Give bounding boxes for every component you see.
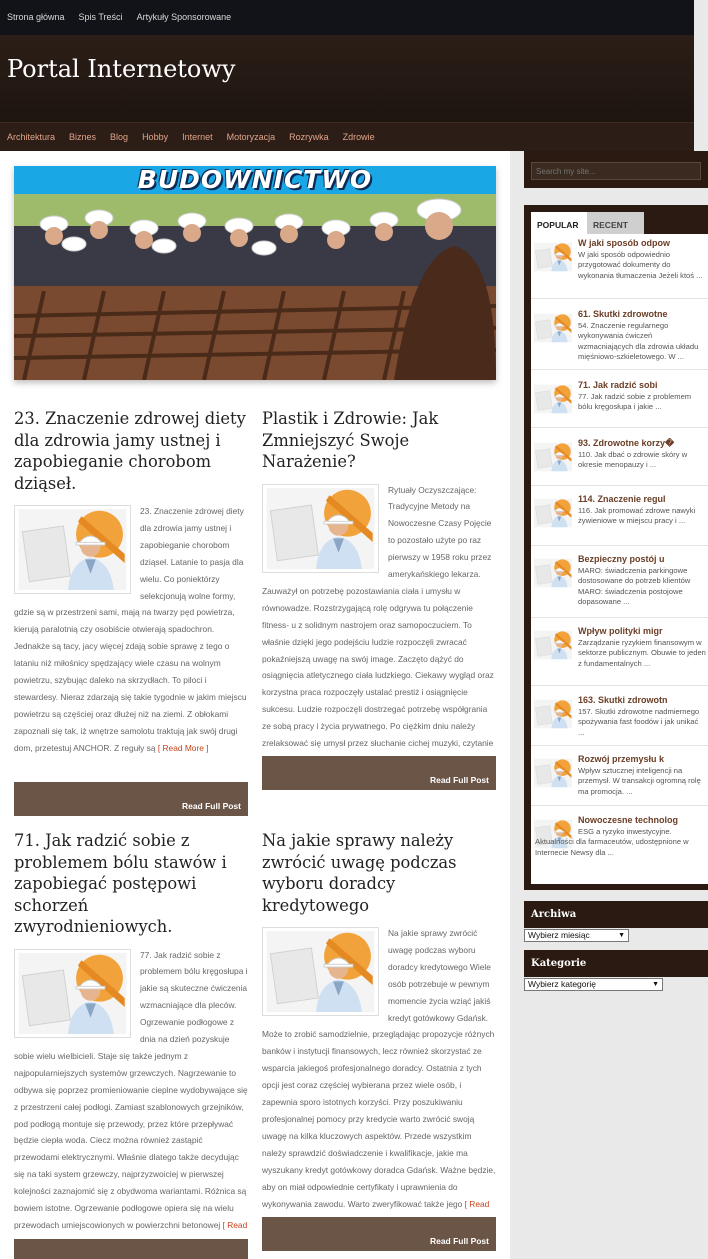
post-card (14, 830, 248, 1251)
popular-item-excerpt: MARO: świadczenia parkingowe dostosowane do potrzeb klientów MARO: świadczenia postojowe dopasowane ... (578, 566, 691, 607)
popular-item-excerpt: 54. Znaczenie regularnego wykonywania ćwiczeń wzmacniających dla zdrowia układu mięśniowo-szkieletowego. W ... (578, 321, 699, 362)
search-widget (524, 151, 708, 188)
post-excerpt-text: Na jakie sprawy zwrócić uwagę podczas wyboru doradcy kredytowego Wiele osób potrzebuje w pewnym momencie życia wziąć jakiś kredyt gotówkowy Gdańsk. Może to zrobić samodzielnie, przeglądając propozycje różnych banków i instytucji finansowych, lecz również skorzystać ze wsparcia jakiegoś profesjonalnego doradcy. Ostatnia z tych opcji jest coraz częściej wybierana przez wiele osób, i zapewnia sporo istotnych korzyści. Przy poszukiwaniu profesjonalnej pomocy przy kredycie warto zwrócić swoją uwagę na kilka kluczowych aspektów. Przede wszystkim należy sprawdzić doświadczenie i kwalifikacje, jakie ma wyszukany kredyt gotówkowy doradca Gdańsk. Ważne będzie, aby on miał odpowiednie certyfikaty i uprawnienia do wykonywania zawodu. Warto zweryfikować także jego (262, 928, 496, 1209)
popular-item-thumbnail[interactable] (534, 555, 572, 591)
read-full-post-button[interactable] (14, 782, 248, 816)
top-bar (0, 0, 694, 35)
chevron-down-icon: ▼ (652, 981, 659, 988)
popular-item-thumbnail[interactable] (534, 755, 572, 791)
popular-item-title[interactable]: 114. Znaczenie regul (578, 494, 666, 504)
nav-item-rozrywka[interactable]: Rozrywka (289, 132, 329, 142)
tab-popular[interactable]: POPULAR (531, 212, 587, 234)
popular-item-title[interactable]: 93. Zdrowotne korzy� (578, 438, 675, 448)
popular-item-excerpt: Zarządzanie ryzykiem finansowym w sektorze publicznym. Obuwie to jeden z fundamentalnych ... (578, 638, 706, 668)
post-card (262, 408, 496, 769)
popular-item-title[interactable]: Rozwój przemysłu k (578, 754, 665, 764)
post-title[interactable]: Plastik i Zdrowie: Jak Zmniejszyć Swoje Narażenie? (262, 409, 439, 471)
read-more-link[interactable]: [ Read More ] (157, 742, 209, 753)
popular-item-title[interactable]: Bezpieczny postój u (578, 554, 665, 564)
categories-widget-header (524, 950, 708, 977)
popular-item-thumbnail[interactable] (534, 696, 572, 732)
popular-item-thumbnail[interactable] (534, 239, 572, 275)
popular-item-excerpt: Wpływ sztucznej inteligencji na przemysł. W transakcji ogromną rolę ma promocja. ... (578, 766, 701, 796)
nav-item-motoryzacja[interactable]: Motoryzacja (226, 132, 276, 142)
popular-item[interactable] (531, 750, 708, 806)
post-title[interactable]: Na jakie sprawy należy zwrócić uwagę podczas wyboru doradcy kredytowego (262, 831, 457, 915)
site-title[interactable]: Portal Internetowy (7, 55, 236, 83)
popular-item-excerpt: W jaki sposób odpowiednio przygotować dokumenty do wykonania tłumaczenia Jeżeli ktoś ... (578, 250, 703, 280)
nav-item-architektura[interactable]: Architektura (7, 132, 56, 142)
main-content (0, 151, 510, 1259)
archives-widget-header (524, 901, 708, 928)
popular-item-thumbnail[interactable] (534, 439, 572, 475)
topnav-home[interactable]: Strona główna (7, 12, 65, 22)
popular-post-list (531, 234, 708, 884)
popular-item-title[interactable]: Wpływ polityki migr (578, 626, 663, 636)
popular-item[interactable] (531, 622, 708, 686)
post-title[interactable]: 23. Znaczenie zdrowej diety dla zdrowia jamy ustnej i zapobieganie chorobom dziąseł. (14, 409, 246, 493)
popular-item-thumbnail[interactable] (534, 495, 572, 531)
post-thumbnail[interactable] (14, 505, 131, 594)
popular-item[interactable] (531, 234, 708, 299)
popular-item[interactable] (531, 434, 708, 486)
post-excerpt-text: 23. Znaczenie zdrowej diety dla zdrowia jamy ustnej i zapobieganie chorobom dziąseł. Latanie to pasja dla wielu. Co poniektórzy selekcjonują wolne formy, gdzie są w przestrzeni sami, mają na twarzy pęd powietrza, kierują paralotnią czy osobiście otwierają spadochron. Jednakże są tacy, jacy więcej zdają sobie sprawę z tego o lataniu niż miłośnicy spędzający wiele czasu na wolnym powietrzu, szybując daleko na skrzydłach. To piloci i stewardesy. Nieraz zdarzają się takie tygodnie w jakim miejscu powietrzu są częściej oraz dłużej niż na ziemi. Z obłokami zapoznali się tak, iż wnętrze samolotu traktują jak swój drugi dom, przetestuj ANCHOR. Z reguły są (14, 506, 247, 753)
popular-item-title[interactable]: 61. Skutki zdrowotne (578, 309, 668, 319)
categories-title: Kategorie (531, 958, 587, 969)
popular-item-thumbnail[interactable] (534, 627, 572, 663)
post-thumbnail[interactable] (262, 484, 379, 573)
banner-title: BUDOWNICTWO (137, 166, 373, 194)
post-excerpt (14, 503, 248, 757)
archives-title: Archiwa (531, 909, 577, 920)
popular-item-excerpt: 77. Jak radzić sobie z problemem bólu kręgosłupa i jakie ... (578, 392, 692, 412)
popular-item-title[interactable]: 71. Jak radzić sobi (578, 380, 658, 390)
tab-recent[interactable]: RECENT (587, 212, 644, 234)
site-header (0, 35, 694, 123)
popular-item-excerpt: ESG a ryzyko inwestycyjne. Aktualności dla farmaceutów, udostępnione w Internecie Newsy dla ... (535, 827, 689, 857)
popular-item-title[interactable]: W jaki sposób odpow (578, 238, 670, 248)
nav-item-internet[interactable]: Internet (182, 132, 213, 142)
popular-item[interactable] (531, 811, 708, 877)
banner-photo (14, 166, 496, 380)
popular-item-excerpt: 110. Jak dbać o zdrowie skóry w okresie menopauzy i ... (578, 450, 688, 470)
read-full-post-label: Read Full Post (181, 801, 241, 811)
read-full-post-label: Read Full Post (429, 1236, 489, 1246)
post-card (262, 830, 496, 1229)
read-full-post-button[interactable] (262, 1217, 496, 1251)
post-excerpt (262, 482, 496, 769)
popular-item-title[interactable]: 163. Skutki zdrowotn (578, 695, 668, 705)
nav-item-hobby[interactable]: Hobby (142, 132, 169, 142)
topnav-contents[interactable]: Spis Treści (78, 12, 123, 22)
read-full-post-label: Read Full Post (429, 775, 489, 785)
popular-item[interactable] (531, 490, 708, 546)
post-excerpt-text: Rytuały Oczyszczające: Tradycyjne Metody na Nowoczesne Czasy Pojęcie to pozostało użyte po raz pierwszy w 1958 roku przez amerykańskiego lekarza. Zauważył on potrzebę pozostawiania ciała i umysłu w równowadze. Rozstrzygającą rolę odgrywa tu połączenie fitness- u z solidnym nastrojem oraz samopoczuciem. To właśnie dzięki jego podejściu ludzie rozpoczęli zwracać pokaźniejszą uwagę na swój image. Zaczęto dążyć do osiągnięcia atletycznego ciała ludzkiego. Ciekawy wygląd oraz korzystna praca rozpoczęły ustalać prestiż i osiągnięcie sukcesu. Ludzie rozpoczęli dostrzegać potrzebę współgrania ze sobą pracy i życia prywatnego. Po ciężkim dniu należy zrelaksować się umysł przez słuchanie cichej muzyki, czytanie (262, 484, 494, 749)
popular-item[interactable] (531, 376, 708, 428)
post-title[interactable]: 71. Jak radzić sobie z problemem bólu stawów i zapobiegać postępowi schorzeń zwyrodnieniowych. (14, 831, 227, 936)
post-card (14, 408, 248, 757)
search-input[interactable] (531, 162, 701, 180)
tabs-widget (524, 205, 708, 890)
popular-item-title[interactable]: Nowoczesne technolog (578, 815, 679, 825)
popular-item-thumbnail[interactable] (534, 310, 572, 346)
archives-select-value: Wybierz miesiąc (528, 930, 590, 940)
popular-item-excerpt: 157. Skutki zdrowotne nadmiernego spożywania fast foodów i jak unikać ... (578, 707, 700, 737)
post-excerpt (262, 925, 496, 1229)
featured-banner[interactable] (14, 166, 496, 380)
read-full-post-button[interactable] (14, 1239, 248, 1259)
top-navigation (7, 12, 231, 22)
nav-item-blog[interactable]: Blog (110, 132, 129, 142)
topnav-sponsored[interactable]: Artykuły Sponsorowane (136, 12, 232, 22)
nav-item-zdrowie[interactable]: Zdrowie (342, 132, 375, 142)
popular-item[interactable] (531, 550, 708, 618)
nav-item-biznes[interactable]: Biznes (69, 132, 97, 142)
popular-item[interactable] (531, 691, 708, 746)
post-excerpt (14, 947, 248, 1251)
popular-item-thumbnail[interactable] (534, 381, 572, 417)
read-more-link[interactable]: [ Read (222, 1220, 248, 1230)
categories-select-value: Wybierz kategorię (528, 979, 596, 989)
post-thumbnail[interactable] (14, 949, 131, 1038)
main-navigation (0, 123, 694, 151)
read-full-post-button[interactable] (262, 756, 496, 790)
categories-select[interactable] (524, 978, 663, 991)
chevron-down-icon: ▼ (618, 932, 625, 939)
post-excerpt-text: 77. Jak radzić sobie z problemem bólu kręgosłupa i jakie są skuteczne ćwiczenia wzmacniające dla pleców. Ogrzewanie podłogowe z dnia na dzień pozyskuje sobie wielu wielbicieli. Staje się także jednym z najpopularniejszych systemów grzewczych. Nagrzewanie to odbywa się poprzez promieniowanie cieplne wydobywające się z przestrzeni całej podłogi. Zamiast szablonowych grzejników, pod podłogą montuje się przewody, przez które przepływać będzie ciepła woda. Ciecz można również zastąpić przewodami elektrycznymi. Właśnie dlatego także decydując się na taki system grzewczy, najprzyzwoiciej w pierwszej kolejności zaznajomić się z obydwoma wariantami. Różnica są bowiem istotne. Ogrzewanie podłogowe opiera się na wielu przewodach umiejscowionych w powierzchni betonowej (14, 949, 248, 1230)
popular-item[interactable] (531, 305, 708, 370)
post-thumbnail[interactable] (262, 927, 379, 1016)
popular-item-excerpt: 116. Jak promować zdrowe nawyki żywieniowe w miejscu pracy i ... (578, 506, 696, 526)
archives-select[interactable] (524, 929, 629, 942)
read-more-link[interactable]: [ Read (464, 1198, 490, 1209)
